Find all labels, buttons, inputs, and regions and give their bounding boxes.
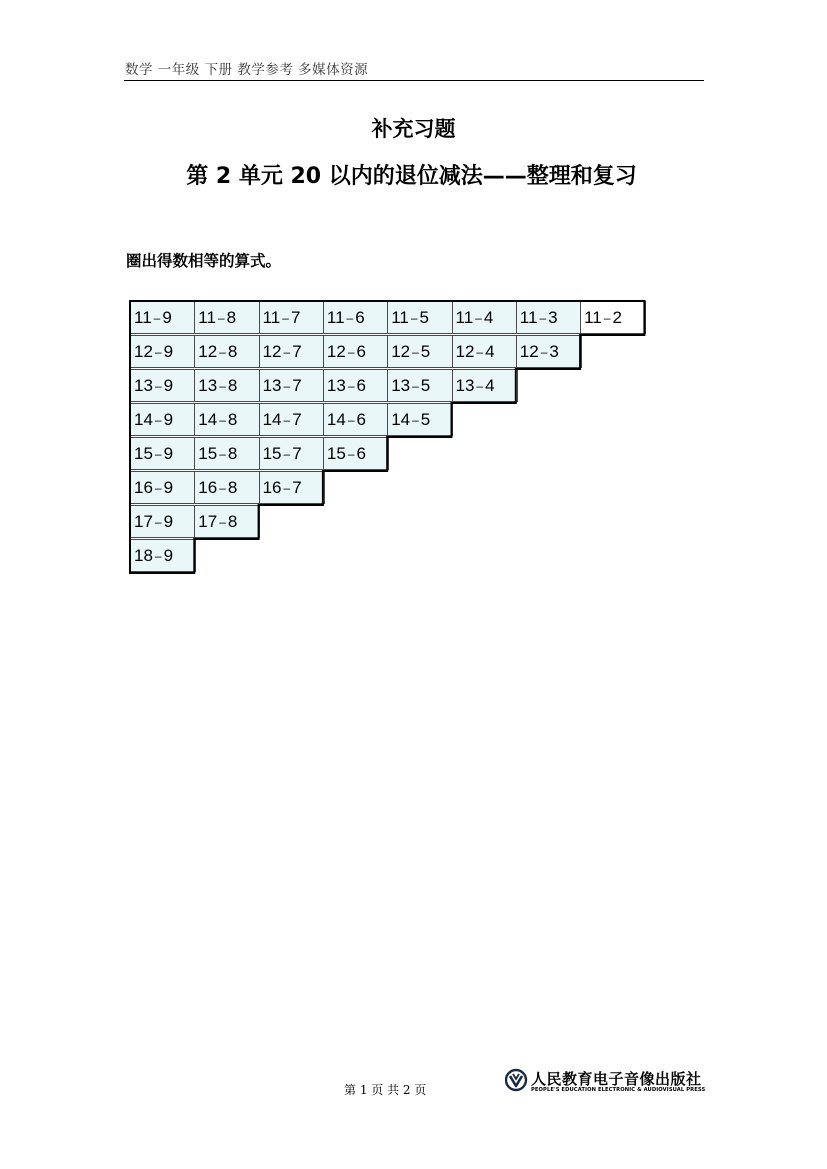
- minuend: 12: [198, 342, 218, 361]
- minus-sign: –: [412, 379, 419, 393]
- subtrahend: 4: [483, 308, 494, 327]
- minus-sign: –: [219, 345, 226, 359]
- minus-sign: –: [347, 345, 355, 359]
- minuend: 14: [134, 410, 153, 429]
- minuend: 14: [391, 410, 411, 429]
- subtrahend: 8: [226, 308, 237, 327]
- minus-sign: –: [154, 379, 162, 393]
- subtrahend: 5: [420, 376, 431, 395]
- minus-sign: –: [283, 379, 291, 393]
- minus-sign: –: [347, 447, 355, 461]
- subtrahend: 8: [227, 410, 238, 429]
- minus-sign: –: [154, 345, 162, 359]
- minuend: 13: [391, 376, 411, 395]
- subtrahend: 9: [162, 308, 172, 327]
- subtrahend: 3: [548, 308, 558, 327]
- subtrahend: 8: [227, 342, 238, 361]
- minuend: 13: [262, 376, 282, 395]
- subtrahend: 6: [356, 376, 366, 395]
- minuend: 13: [134, 376, 153, 395]
- minuend: 13: [455, 376, 475, 395]
- minuend: 11: [198, 308, 216, 327]
- subtrahend: 8: [227, 444, 238, 463]
- subtrahend: 9: [163, 512, 174, 531]
- minus-sign: –: [282, 311, 289, 325]
- minuend: 11: [519, 308, 538, 327]
- minus-sign: –: [153, 311, 161, 325]
- subtrahend: 9: [163, 478, 174, 497]
- unit-title: 第 2 单元 20 以内的退位减法——整理和复习: [186, 164, 637, 189]
- exercise-instruction: 圈出得数相等的算式。: [126, 252, 282, 270]
- minus-sign: –: [347, 379, 355, 393]
- minus-sign: –: [476, 345, 484, 359]
- subtrahend: 7: [292, 410, 302, 429]
- minuend: 11: [326, 308, 345, 327]
- minus-sign: –: [412, 345, 419, 359]
- subtrahend: 7: [292, 342, 302, 361]
- minus-sign: –: [540, 345, 548, 359]
- subtrahend: 7: [292, 376, 302, 395]
- subtrahend: 7: [290, 308, 301, 327]
- minus-sign: –: [412, 413, 419, 427]
- header-text: 数学 一年级 下册 教学参考 多媒体资源: [125, 62, 369, 78]
- minuend: 14: [198, 410, 218, 429]
- subtrahend: 8: [227, 512, 238, 531]
- publisher-name-en: PEOPLE'S EDUCATION ELECTRONIC & AUDIOVISUAL PRESS: [531, 1087, 706, 1093]
- minuend: 15: [326, 444, 346, 463]
- subtrahend: 6: [356, 342, 366, 361]
- subtrahend: 9: [163, 342, 174, 361]
- subtrahend: 5: [420, 410, 431, 429]
- page-number: 第 1 页 共 2 页: [344, 1083, 427, 1097]
- minuend: 16: [262, 478, 282, 497]
- minus-sign: –: [283, 345, 291, 359]
- minus-sign: –: [283, 447, 291, 461]
- minuend: 15: [262, 444, 282, 463]
- minuend: 15: [134, 444, 153, 463]
- minuend: 14: [262, 410, 282, 429]
- minuend: 11: [455, 308, 474, 327]
- minuend: 15: [198, 444, 218, 463]
- minuend: 11: [262, 308, 281, 327]
- subtrahend: 8: [227, 478, 238, 497]
- subtrahend: 3: [549, 342, 559, 361]
- minus-sign: –: [219, 481, 226, 495]
- publisher-name: 人民教育电子音像出版社: [531, 1070, 702, 1088]
- minus-sign: –: [154, 481, 162, 495]
- minus-sign: –: [219, 447, 226, 461]
- subtrahend: 6: [356, 410, 366, 429]
- subtrahend: 9: [163, 546, 174, 565]
- minuend: 12: [262, 342, 282, 361]
- publisher-logo-icon: [505, 1068, 529, 1094]
- minuend: 18: [134, 546, 153, 565]
- minuend: 11: [134, 308, 152, 327]
- minus-sign: –: [219, 413, 226, 427]
- minus-sign: –: [154, 515, 162, 529]
- minuend: 13: [198, 376, 218, 395]
- minuend: 12: [134, 342, 153, 361]
- minus-sign: –: [346, 311, 354, 325]
- minuend: 13: [326, 376, 346, 395]
- page-title: 补充习题: [371, 117, 456, 141]
- subtrahend: 9: [163, 410, 174, 429]
- minus-sign: –: [154, 549, 162, 563]
- minuend: 16: [134, 478, 153, 497]
- minuend: 11: [391, 308, 409, 327]
- publisher-mark: [505, 1068, 705, 1098]
- minuend: 12: [519, 342, 539, 361]
- subtrahend: 4: [485, 342, 495, 361]
- minus-sign: –: [219, 515, 226, 529]
- subtrahend: 9: [163, 376, 174, 395]
- subtrahend: 6: [356, 444, 366, 463]
- minus-sign: –: [476, 379, 484, 393]
- subtrahend: 5: [420, 342, 431, 361]
- minus-sign: –: [603, 311, 611, 325]
- subtrahend: 9: [163, 444, 174, 463]
- minus-sign: –: [410, 311, 418, 325]
- minus-sign: –: [217, 311, 225, 325]
- minuend: 12: [391, 342, 411, 361]
- subtrahend: 7: [292, 444, 302, 463]
- staircase-border: [130, 301, 644, 573]
- minus-sign: –: [475, 311, 482, 325]
- subtrahend: 4: [485, 376, 495, 395]
- subtrahend: 8: [227, 376, 238, 395]
- minuend: 11: [584, 308, 602, 327]
- minus-sign: –: [154, 413, 162, 427]
- minuend: 17: [198, 512, 218, 531]
- minuend: 16: [198, 478, 218, 497]
- minus-sign: –: [539, 311, 547, 325]
- subtrahend: 7: [292, 478, 302, 497]
- minus-sign: –: [219, 379, 226, 393]
- minus-sign: –: [154, 447, 162, 461]
- minuend: 17: [134, 512, 153, 531]
- minuend: 12: [455, 342, 475, 361]
- minus-sign: –: [283, 481, 291, 495]
- minuend: 14: [326, 410, 346, 429]
- minus-sign: –: [283, 413, 291, 427]
- minuend: 12: [326, 342, 346, 361]
- minus-sign: –: [347, 413, 355, 427]
- subtrahend: 2: [612, 308, 622, 327]
- subtrahend: 5: [419, 308, 429, 327]
- subtrahend: 6: [355, 308, 365, 327]
